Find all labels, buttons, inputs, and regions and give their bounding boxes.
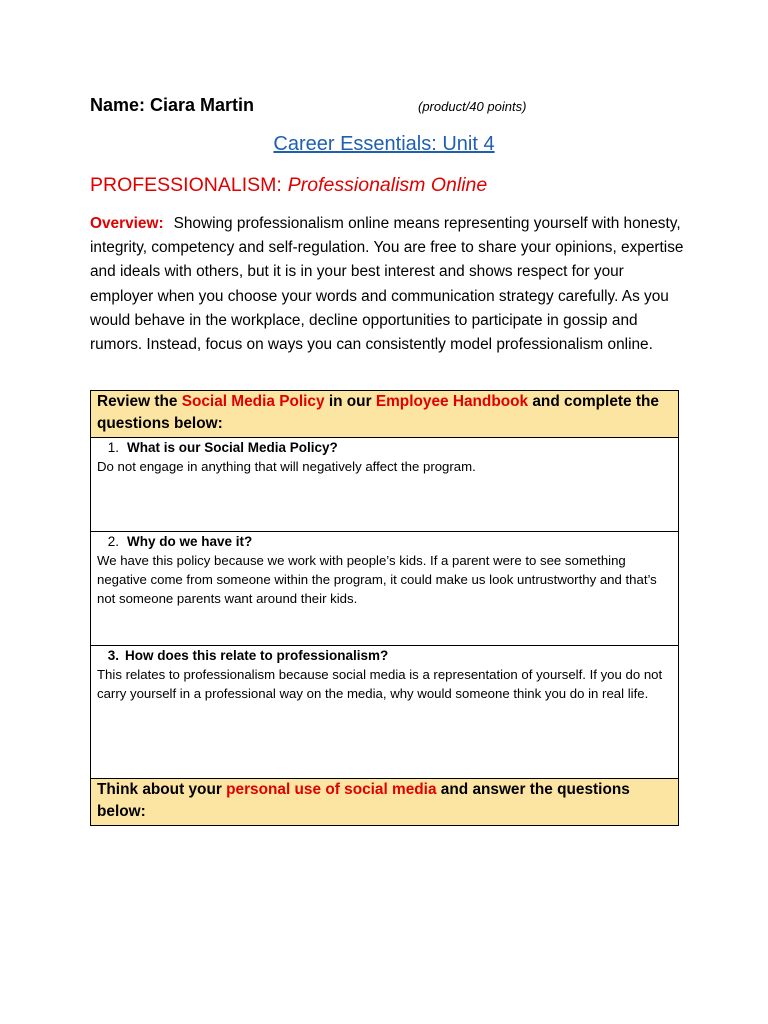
- answer-2: We have this policy because we work with people’s kids. If a parent were to see something negative come from someone within the program, it could make us look untrustworthy and that’s not someone parents want around their kids.: [97, 553, 657, 606]
- question-3: 3. How does this relate to professionalism?: [97, 646, 672, 665]
- overview-paragraph: [90, 212, 690, 357]
- overview-text: Showing professionalism online means representing yourself with honesty, integrity, competency and self-regulation. You are free to share your opinions, expertise and ideals with others, but it is in your best interest and shows respect for your employer when you choose your words and communication strategy carefully. As you would behave in the workplace, decline opportunities to participate in gossip and rumors. Instead, focus on ways you can consistently model professionalism online.: [90, 215, 684, 354]
- personal-use-text: personal use of social media: [226, 781, 437, 798]
- section-heading: [90, 174, 487, 197]
- question-cell-1[interactable]: [91, 438, 679, 532]
- question-cell-2[interactable]: [91, 532, 679, 646]
- student-name: Name: Ciara Martin: [90, 95, 255, 115]
- employee-handbook-text: Employee Handbook: [375, 393, 529, 410]
- question-number: 1.: [107, 440, 119, 455]
- question-number: 3.: [107, 648, 119, 663]
- answer-3: This relates to professionalism because social media is a representation of yourself. If you do not carry yourself in a professional way on the media, why would someone think you do in real life.: [97, 667, 663, 701]
- heading-label: PROFESSIONALISM:: [90, 174, 282, 196]
- answer-1: Do not engage in anything that will negatively affect the program.: [97, 459, 476, 474]
- question-number: 2.: [107, 534, 119, 549]
- social-media-policy-text: Social Media Policy: [181, 393, 325, 410]
- overview-label: Overview:: [90, 215, 164, 232]
- heading-subtitle: Professionalism Online: [287, 174, 488, 196]
- review-header-cell: Review the Social Media Policy in our Employee Handbook and complete the questions below:: [91, 391, 679, 438]
- points-note: (product/40 points): [418, 99, 527, 114]
- page-title: Career Essentials: Unit 4: [273, 133, 495, 155]
- think-header-cell: Think about your personal use of social media and answer the questions below:: [91, 779, 679, 826]
- question-1: 1. What is our Social Media Policy?: [97, 438, 672, 457]
- question-cell-3[interactable]: [91, 646, 679, 779]
- question-2: 2. Why do we have it?: [97, 532, 672, 551]
- worksheet-table: [90, 390, 679, 826]
